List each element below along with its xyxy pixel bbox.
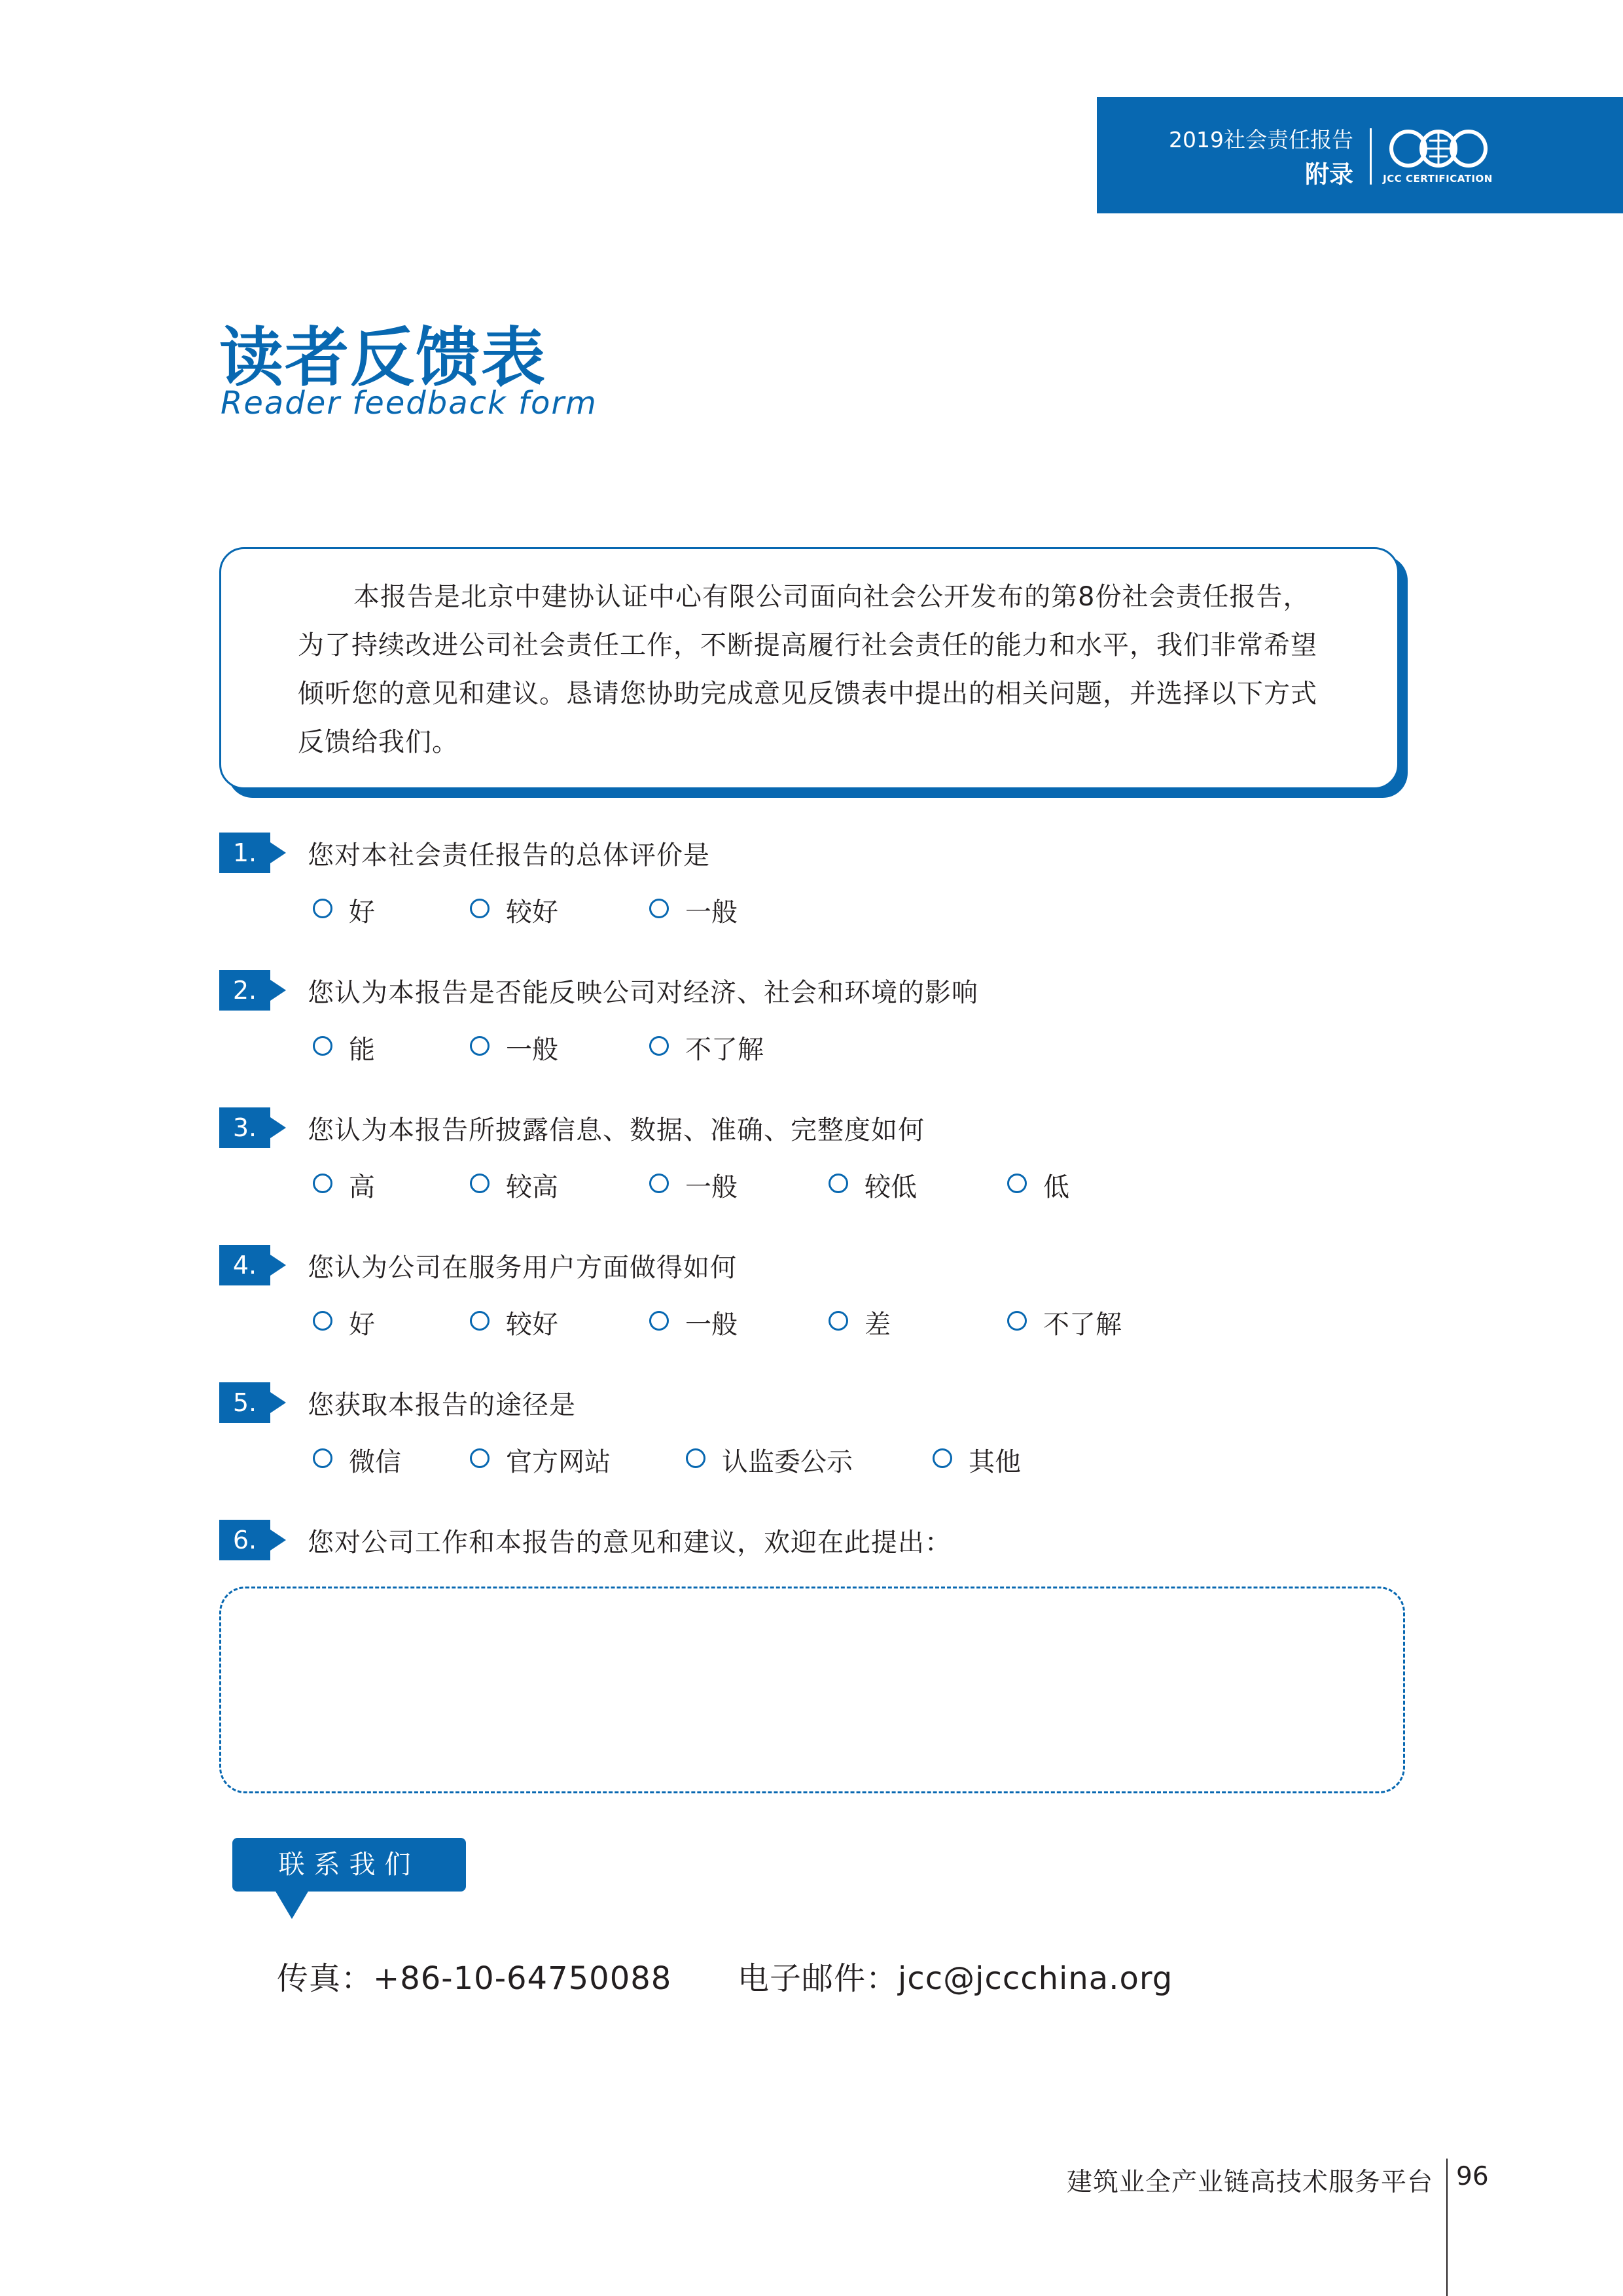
pointer-down-icon	[275, 1890, 309, 1919]
option-label: 微信	[349, 1447, 401, 1477]
question-number-badge: 3.	[219, 1107, 270, 1148]
option-label: 一般	[685, 1172, 738, 1202]
contact-label: 联系我们	[232, 1838, 466, 1892]
radio-option[interactable]	[470, 1036, 490, 1056]
question-number-badge: 2.	[219, 970, 270, 1011]
question-text: 您认为公司在服务用户方面做得如何	[308, 1253, 737, 1283]
option-label: 较好	[506, 1310, 558, 1340]
page-number: 96	[1456, 2162, 1489, 2191]
option-label: 较好	[506, 897, 558, 927]
option-label: 好	[349, 897, 375, 927]
radio-option[interactable]	[649, 1174, 669, 1193]
radio-option[interactable]	[313, 1174, 332, 1193]
footer-divider	[1446, 2159, 1448, 2296]
radio-option[interactable]	[1007, 1311, 1027, 1331]
logo-text: JCC CERTIFICATION	[1383, 173, 1493, 185]
radio-option[interactable]	[470, 1174, 490, 1193]
option-label: 较低	[865, 1172, 917, 1202]
radio-option[interactable]	[470, 899, 490, 918]
radio-option[interactable]	[686, 1448, 705, 1468]
jcc-logo-icon	[1386, 124, 1491, 173]
option-label: 能	[349, 1035, 375, 1065]
arrow-right-icon	[270, 980, 286, 1001]
option-label: 官方网站	[506, 1447, 611, 1477]
option-label: 一般	[506, 1035, 558, 1065]
question-text: 您获取本报告的途径是	[308, 1390, 576, 1420]
arrow-right-icon	[270, 1392, 286, 1413]
header-band	[1097, 97, 1623, 213]
question-number-badge: 4.	[219, 1245, 270, 1285]
question-number-badge: 5.	[219, 1382, 270, 1423]
option-label: 一般	[685, 897, 738, 927]
question-text: 您对本社会责任报告的总体评价是	[308, 840, 710, 870]
radio-option[interactable]	[1007, 1174, 1027, 1193]
footer-platform: 建筑业全产业链高技术服务平台	[1066, 2168, 1433, 2197]
option-label: 高	[349, 1172, 375, 1202]
radio-option[interactable]	[313, 1448, 332, 1468]
contact-email[interactable]: 电子邮件：jcc@jccchina.org	[738, 1960, 1173, 1997]
radio-option[interactable]	[829, 1174, 848, 1193]
option-label: 其他	[969, 1447, 1021, 1477]
comment-textarea[interactable]	[219, 1587, 1405, 1793]
radio-option[interactable]	[649, 1311, 669, 1331]
option-label: 低	[1043, 1172, 1069, 1202]
radio-option[interactable]	[313, 899, 332, 918]
radio-option[interactable]	[470, 1311, 490, 1331]
option-label: 差	[865, 1310, 891, 1340]
radio-option[interactable]	[313, 1036, 332, 1056]
option-label: 认监委公示	[722, 1447, 853, 1477]
option-label: 不了解	[685, 1035, 764, 1065]
radio-option[interactable]	[313, 1311, 332, 1331]
intro-paragraph: 本报告是北京中建协认证中心有限公司面向社会公开发布的第8份社会责任报告，为了持续改进公司社会责任工作，不断提高履行社会责任的能力和水平，我们非常希望倾听您的意见和建议。恳请您协助完成意见反馈表中提出的相关问题，并选择以下方式反馈给我们。	[298, 582, 1317, 757]
option-label: 一般	[685, 1310, 738, 1340]
radio-option[interactable]	[649, 899, 669, 918]
header-report-title: 2019社会责任报告	[1169, 127, 1353, 152]
page-title: 读者反馈表	[219, 321, 547, 395]
arrow-right-icon	[270, 1530, 286, 1551]
radio-option[interactable]	[470, 1448, 490, 1468]
arrow-right-icon	[270, 842, 286, 863]
question-text: 您认为本报告是否能反映公司对经济、社会和环境的影响	[308, 978, 978, 1008]
option-label: 好	[349, 1310, 375, 1340]
option-label: 不了解	[1043, 1310, 1122, 1340]
radio-option[interactable]	[829, 1311, 848, 1331]
question-text: 您对公司工作和本报告的意见和建议，欢迎在此提出：	[308, 1528, 952, 1558]
radio-option[interactable]	[649, 1036, 669, 1056]
page-subtitle: Reader feedback form	[221, 385, 597, 422]
arrow-right-icon	[270, 1255, 286, 1276]
contact-fax: 传真：+86-10-64750088	[277, 1960, 672, 1997]
header-section-title: 附录	[1305, 160, 1353, 188]
question-number-badge: 6.	[219, 1520, 270, 1560]
question-number-badge: 1.	[219, 833, 270, 873]
radio-option[interactable]	[933, 1448, 952, 1468]
arrow-right-icon	[270, 1117, 286, 1138]
option-label: 较高	[506, 1172, 558, 1202]
question-text: 您认为本报告所披露信息、数据、准确、完整度如何	[308, 1115, 925, 1145]
